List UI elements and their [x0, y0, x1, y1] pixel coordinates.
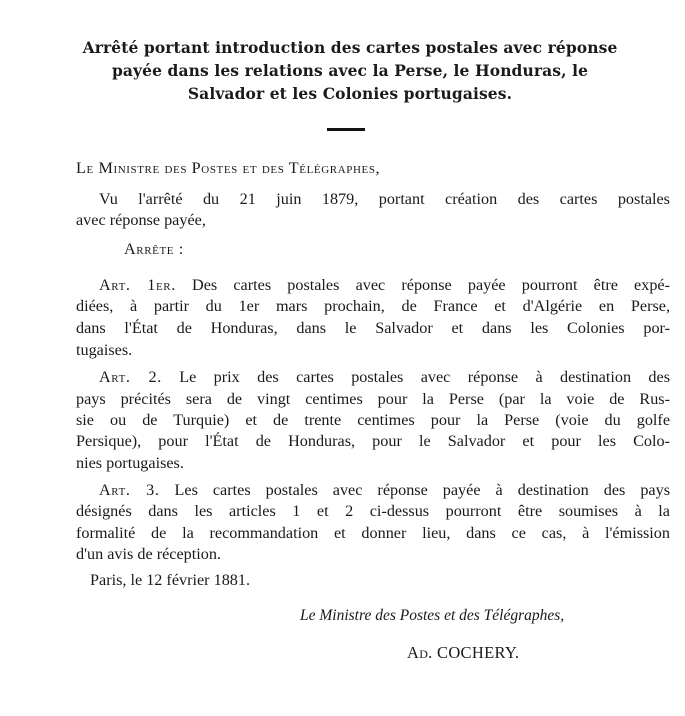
- article-2-first-line: [99, 367, 670, 387]
- article-1-label: Art. 1er.: [99, 276, 176, 294]
- article-3-text-line-4: d'un avis de réception.: [76, 545, 221, 563]
- title-line-3: Salvador et les Colonies portugaises.: [187, 84, 513, 103]
- article-1-text-line-1: Des cartes postales avec réponse payée pourront être expé-: [192, 276, 670, 294]
- article-3-text-line-2: désignés dans les articles 1 et 2 ci-dessus pourront être soumises à la: [76, 502, 670, 520]
- minister-heading: Le Ministre des Postes et des Télégraphes,: [76, 159, 381, 177]
- article-3-first-line: [99, 480, 670, 500]
- title-divider-rule: [327, 128, 365, 131]
- article-1-text-line-2: diées, à partir du 1er mars prochain, de France et d'Algérie en Perse,: [76, 297, 670, 315]
- article-1-text-line-3: dans l'État de Honduras, dans le Salvador et dans les Colonies por-: [76, 319, 670, 337]
- date-line: Paris, le 12 février 1881.: [90, 571, 251, 589]
- signer-name-text: Ad. COCHERY.: [407, 643, 520, 662]
- article-3-label: Art. 3.: [99, 481, 160, 499]
- article-2-label: Art. 2.: [99, 368, 162, 386]
- article-3-text-line-1: Les cartes postales avec réponse payée à destination des pays: [174, 481, 671, 499]
- vu-line-2: avec réponse payée,: [76, 211, 206, 229]
- title-line-1: Arrêté portant introduction des cartes postales avec réponse: [82, 38, 618, 57]
- signature-title: Le Ministre des Postes et des Télégraphes,: [300, 607, 565, 624]
- document-title: [40, 36, 660, 105]
- article-3-text-line-3: formalité de la recommandation et donner lieu, dans ce cas, à l'émission: [76, 524, 670, 542]
- article-2-text-line-2: pays précités sera de vingt centimes pour la Perse (par la voie de Rus-: [76, 390, 670, 408]
- signer-name: [407, 643, 519, 663]
- arrete-heading: Arrête :: [124, 240, 184, 258]
- vu-line-1: Vu l'arrêté du 21 juin 1879, portant création des cartes postales: [99, 190, 670, 208]
- article-2-text-line-4: Persique), pour l'État de Honduras, pour le Salvador et pour les Colo-: [76, 432, 670, 450]
- article-2-text-line-1: Le prix des cartes postales avec réponse à destination des: [179, 368, 671, 386]
- title-line-2: payée dans les relations avec la Perse, le Honduras, le: [111, 61, 589, 80]
- article-2-text-line-5: nies portugaises.: [76, 454, 184, 472]
- article-2-text-line-3: sie ou de Turquie) et de trente centimes pour la Perse (voie du golfe: [76, 411, 670, 429]
- article-1-first-line: [99, 275, 670, 295]
- article-1-text-line-4: tugaises.: [76, 341, 133, 359]
